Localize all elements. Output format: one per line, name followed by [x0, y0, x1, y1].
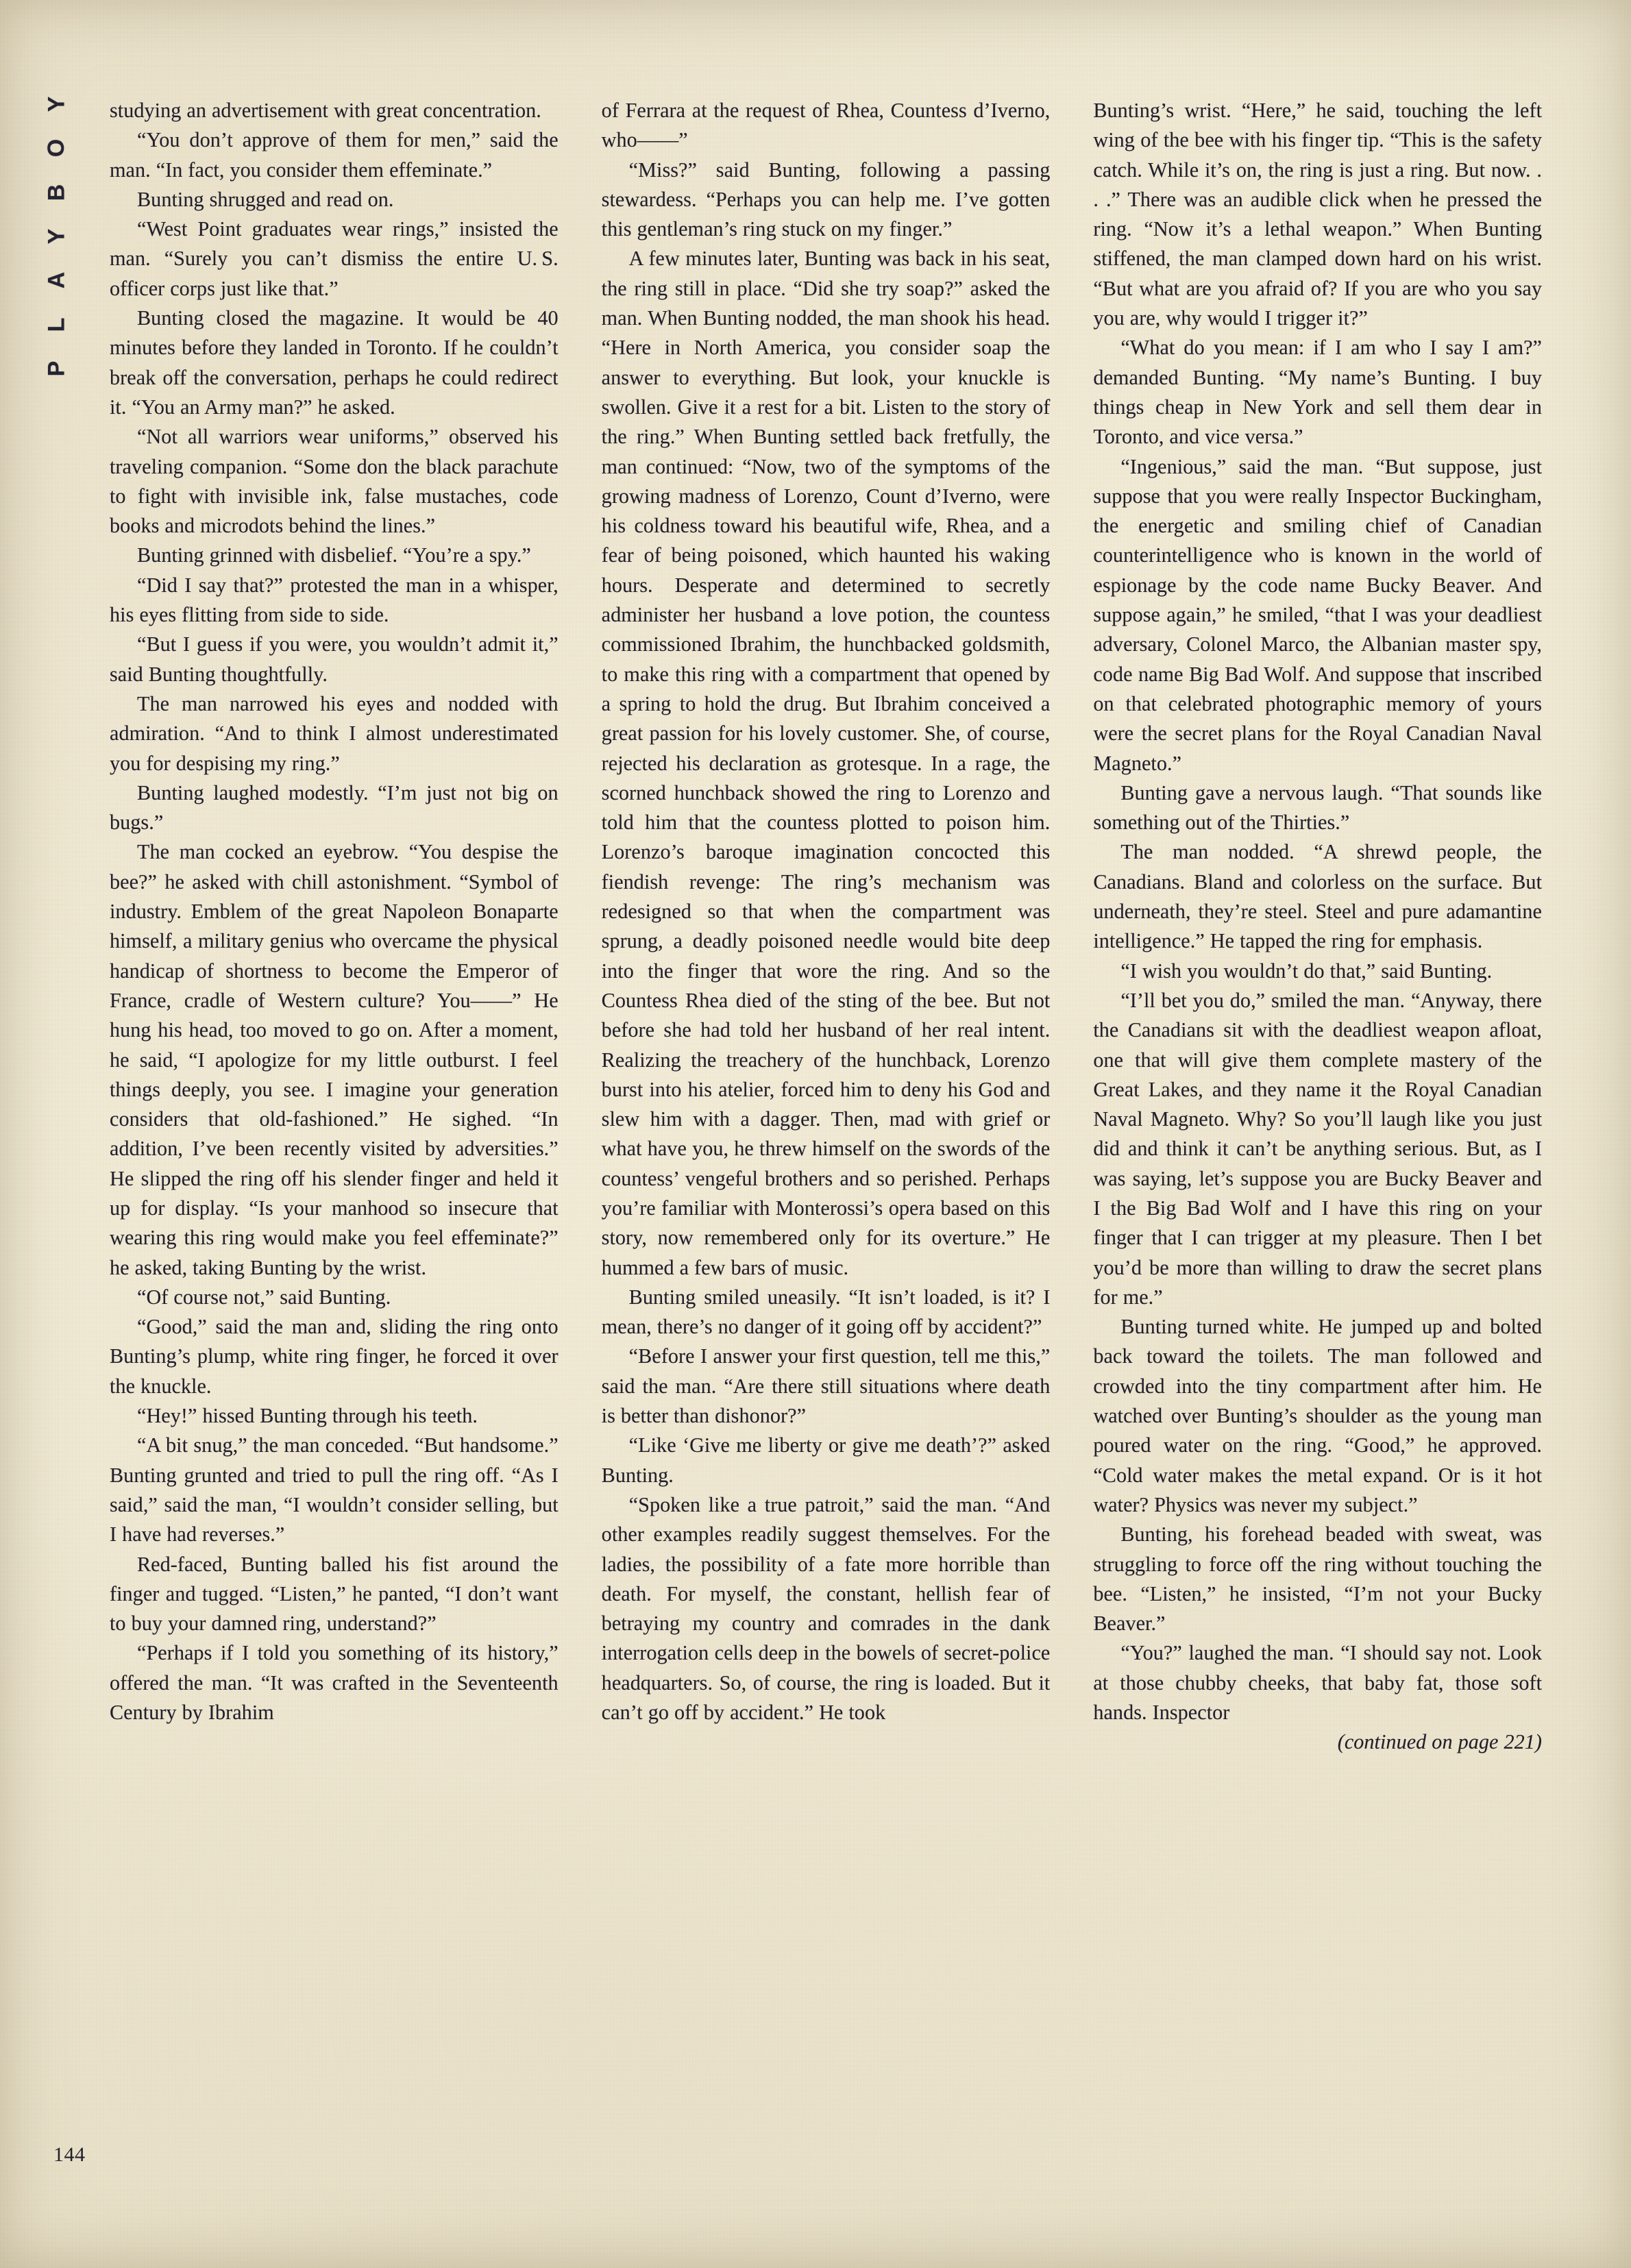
masthead-letter-3: B — [43, 184, 69, 201]
body-paragraph: “West Point graduates wear rings,” insisted the man. “Surely you can’t dismiss the entire U. S. officer corps just like that.” — [110, 217, 559, 300]
body-paragraph: “Miss?” said Bunting, following a passing stewardess. “Perhaps you can help me. I’ve gotten this gentleman’s ring stuck on my finger.” — [601, 158, 1051, 241]
body-paragraph: “Hey!” hissed Bunting through his teeth. — [137, 1404, 478, 1428]
body-paragraph: “I wish you wouldn’t do that,” said Bunting. — [1120, 959, 1493, 983]
body-paragraph: “Not all warriors wear uniforms,” observed his traveling companion. “Some don the black parachute to fight with invisible ink, false mustaches, code books and microdots behind the lines.” — [110, 425, 559, 538]
text-column-1 — [110, 96, 559, 2172]
masthead-letter-2: O — [42, 139, 69, 158]
body-paragraph: Bunting laughed modestly. “I’m just not big on bugs.” — [110, 780, 559, 835]
page-number: 144 — [53, 2143, 86, 2166]
body-paragraph: The man narrowed his eyes and nodded with admiration. “And to think I almost underestimated you for despising my ring.” — [110, 691, 559, 775]
body-paragraph: “Perhaps if I told you something of its history,” offered the man. “It was crafted in the Seventeenth Century by Ibrahim — [110, 1641, 559, 1725]
masthead-letter-4: Y — [43, 228, 69, 245]
body-paragraph: “Like ‘Give me liberty or give me death’?” asked Bunting. — [601, 1433, 1051, 1487]
body-paragraph: “But I guess if you were, you wouldn’t admit it,” said Bunting thoughtfully. — [110, 632, 559, 686]
body-paragraph: The man nodded. “A shrewd people, the Canadians. Bland and colorless on the surface. But underneath, they’re steel. Steel and pure adamantine intelligence.” He tapped the ring for emphasis. — [1093, 840, 1543, 953]
body-paragraph: “Of course not,” said Bunting. — [137, 1285, 391, 1309]
body-paragraph: The man cocked an eyebrow. “You despise the bee?” he asked with chill astonishment. “Symbol of industry. Emblem of the great Napoleon Bonaparte himself, a military genius who overcame the physical handicap of shortness to become the Emperor of France, cradle of Western culture? You——” He hung his head, too moved to go on. After a moment, he said, “I apologize for my little outburst. I feel things deeply, you see. I imagine your generation considers that old-fashioned.” He sighed. “In addition, I’ve been recently visited by adversities.” He slipped the ring off his slender finger and held it up for display. “Is your manhood so insecure that wearing this ring would make you feel effeminate?” he asked, taking Bunting by the wrist. — [110, 840, 559, 1279]
continued-on-page-note: (continued on page 221) — [1337, 1730, 1543, 1754]
body-paragraph: “Spoken like a true patroit,” said the man. “And other examples readily suggest themselves. For the ladies, the possibility of a fate more horrible than death. For myself, the constant, hellish fear of betraying my country and comrades in the dank interrogation cells deep in the bowels of secret-police headquarters. So, of course, the ring is loaded. But it can’t go off by accident.” He took — [601, 1492, 1051, 1725]
body-paragraph: Bunting closed the magazine. It would be 40 minutes before they landed in Toronto. If he couldn’t break off the conversation, perhaps he could redirect it. “You an Army man?” he asked. — [110, 306, 559, 419]
body-paragraph: “I’ll bet you do,” smiled the man. “Anyway, there the Canadians sit with the deadliest weapon afloat, one that will give them complete mastery of the Great Lakes, and they name it the Royal Canadian Naval Magneto. Why? So you’ll laugh like you just did and think it can’t be anything serious. But, as I was saying, let’s suppose you are Bucky Beaver and I the Big Bad Wolf and I have this ring on your finger that I can trigger at my pleasure. Then I bet you’d be more than willing to draw the secret plans for me.” — [1093, 988, 1543, 1309]
body-paragraph: Bunting smiled uneasily. “It isn’t loaded, is it? I mean, there’s no danger of it going off by accident?” — [601, 1285, 1051, 1339]
body-paragraph: Bunting gave a nervous laugh. “That sounds like something out of the Thirties.” — [1093, 780, 1543, 835]
body-paragraph: A few minutes later, Bunting was back in his seat, the ring still in place. “Did she try soap?” asked the man. When Bunting nodded, the man shook his head. “Here in North America, you consider soap the answer to everything. But look, your knuckle is swollen. Give it a rest for a bit. Listen to the story of the ring.” When Bunting settled back fretfully, the man continued: “Now, two of the symptoms of the growing madness of Lorenzo, Count d’Iverno, were his coldness toward his beautiful wife, Rhea, and a fear of being poisoned, which haunted his waking hours. Desperate and determined to secretly administer her husband a love potion, the countess commissioned Ibrahim, the hunchbacked goldsmith, to make this ring with a compartment that opened by a spring to hold the drug. But Ibrahim conceived a great passion for his lovely customer. She, of course, rejected his declaration as grotesque. In a rage, the scorned hunchback showed the ring to Lorenzo and told him that the countess plotted to poison him. Lorenzo’s baroque imagination concocted this fiendish revenge: The ring’s mechanism was redesigned so that when the compartment was sprung, a deadly poisoned needle would bite deep into the finger that wore the ring. And so the Countess Rhea died of the sting of the bee. But not before she had told her husband of her real intent. Realizing the treachery of the hunchback, Lorenzo burst into his atelier, forced him to deny his God and slew him with a dagger. Then, mad with grief or what have you, he threw himself on the swords of the countess’ vengeful brothers and so perished. Perhaps you’re familiar with Monterossi’s opera based on this story, now remembered only for its overture.” He hummed a few bars of music. — [601, 247, 1051, 1279]
body-paragraph: Red-faced, Bunting balled his fist around the finger and tugged. “Listen,” he panted, “I don’t want to buy your damned ring, understand?” — [110, 1552, 559, 1636]
masthead-letter-6: L — [43, 317, 69, 332]
body-paragraph: studying an advertisement with great concentration. — [110, 99, 541, 122]
body-paragraph: “A bit snug,” the man conceded. “But handsome.” Bunting grunted and tried to pull the ring off. “As I said,” said the man, “I wouldn’t consider selling, but I have had reverses.” — [110, 1433, 559, 1546]
body-paragraph: Bunting turned white. He jumped up and bolted back toward the toilets. The man followed and crowded into the tiny compartment after him. He watched over Bunting’s shoulder as the young man poured water on the ring. “Good,” he approved. “Cold water makes the metal expand. Or is it hot water? Physics was never my subject.” — [1093, 1315, 1543, 1516]
body-paragraph: “Did I say that?” protested the man in a whisper, his eyes flitting from side to side. — [110, 573, 559, 627]
body-paragraph: Bunting, his forehead beaded with sweat, was struggling to force off the ring without touching the bee. “Listen,” he insisted, “I’m not your Bucky Beaver.” — [1093, 1523, 1543, 1636]
body-paragraph: of Ferrara at the request of Rhea, Countess d’Iverno, who——” — [601, 99, 1051, 152]
body-paragraph: “Ingenious,” said the man. “But suppose, just suppose that you were really Inspector Buckingham, the energetic and smiling chief of Canadian counterintelligence who is known in the world of espionage by the code name Bucky Beaver. And suppose again,” he smiled, “that I was your deadliest adversary, Colonel Marco, the Albanian master spy, code name Big Bad Wolf. And suppose that inscribed on that celebrated photographic memory of yours were the secret plans for the Royal Canadian Naval Magneto.” — [1093, 454, 1543, 775]
body-paragraph: “Before I answer your first question, tell me this,” said the man. “Are there still situations where death is better than dishonor?” — [601, 1344, 1051, 1428]
masthead-letter-5: A — [43, 272, 69, 289]
text-column-3 — [1093, 96, 1542, 2172]
body-paragraph: “You don’t approve of them for men,” said the man. “In fact, you consider them effeminate.” — [110, 128, 559, 182]
body-paragraph: “You?” laughed the man. “I should say not. Look at those chubby cheeks, that baby fat, those soft hands. Inspector — [1093, 1641, 1543, 1725]
masthead-letter-1: Y — [43, 96, 69, 112]
body-paragraph: Bunting’s wrist. “Here,” he said, touching the left wing of the bee with his finger tip. “This is the safety catch. While it’s on, the ring is just a ring. But now. . . .” There was an audible click when he pressed the ring. “Now it’s a lethal weapon.” When Bunting stiffened, the man clamped down hard on his wrist. “But what are you afraid of? If you are who you say you are, why would I trigger it?” — [1093, 99, 1543, 330]
text-column-container — [110, 96, 1542, 2172]
body-paragraph: “What do you mean: if I am who I say I am?” demanded Bunting. “My name’s Bunting. I buy things cheap in New York and sell them dear in Toronto, and vice versa.” — [1093, 336, 1543, 449]
body-paragraph: Bunting grinned with disbelief. “You’re a spy.” — [137, 543, 531, 567]
playboy-vertical-masthead — [36, 93, 77, 380]
body-paragraph: Bunting shrugged and read on. — [137, 187, 394, 211]
body-paragraph: “Good,” said the man and, sliding the ring onto Bunting’s plump, white ring finger, he forced it over the knuckle. — [110, 1315, 559, 1398]
masthead-letter-7: P — [43, 360, 69, 377]
text-column-2 — [602, 96, 1051, 2172]
